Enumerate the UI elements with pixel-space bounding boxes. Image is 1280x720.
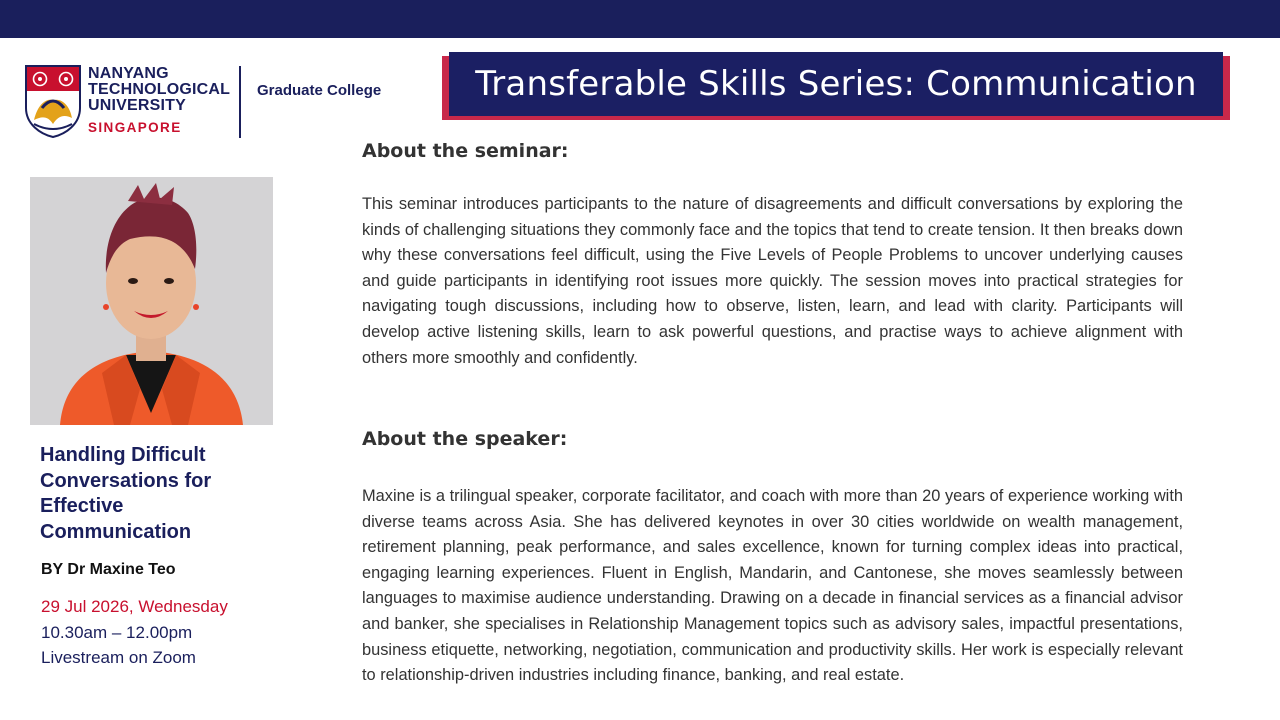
event-venue: Livestream on Zoom — [41, 648, 196, 667]
event-title-line: Communication — [40, 520, 192, 543]
speaker-portrait-icon — [30, 177, 273, 425]
top-bar — [0, 0, 1280, 38]
event-title — [40, 443, 280, 545]
university-crest-icon — [24, 64, 82, 138]
seminar-heading: About the seminar: — [362, 140, 569, 162]
ntu-logo — [24, 64, 404, 140]
title-banner — [449, 52, 1223, 116]
speaker-name: BY Dr Maxine Teo — [41, 561, 176, 578]
university-name — [88, 66, 230, 114]
seminar-description: This seminar introduces participants to the nature of disagreements and difficult conversations by exploring the kinds of challenging situations they commonly face and the topics that tend to create tension. It then breaks down why these conversations feel difficult, using the Five Levels of People Problems to uncover underlying causes and guide participants in identifying root issues more quickly. The session moves into practical strategies for navigating tough discussions, including how to observe, listen, learn, and lead with clarity. Participants will develop active listening skills, learn to ask powerful questions, and practise ways to achieve alignment with others more smoothly and confidently. — [362, 195, 1183, 367]
event-title-line: Effective — [40, 495, 124, 517]
university-name-line: TECHNOLOGICAL — [88, 81, 231, 98]
event-date: 29 Jul 2026, Wednesday — [41, 597, 228, 616]
speaker-heading: About the speaker: — [362, 428, 568, 450]
logo-divider — [239, 66, 241, 138]
event-time: 10.30am – 12.00pm — [41, 623, 193, 642]
speaker-bio: Maxine is a trilingual speaker, corporate facilitator, and coach with more than 20 years of experience working with diverse teams across Asia. She has delivered keynotes in over 30 cities worldwide on wealth management, retirement planning, peak performance, and sales excellence, known for turning complex ideas into practical, engaging learning experiences. Fluent in English, Mandarin, and Cantonese, she moves seamlessly between languages to maximise audience understanding. Drawing on a decade in financial services as a financial advisor and banker, she specialises in Relationship Management topics such as advisory sales, impactful presentations, business etiquette, networking, negotiation, communication and productivity skills. Her work is especially relevant to relationship-driven industries including finance, banking, and real estate. — [362, 487, 1183, 685]
banner-title: Transferable Skills Series: Communication — [475, 64, 1197, 104]
university-name-line: NANYANG — [88, 65, 169, 82]
college-name: Graduate College — [257, 82, 382, 99]
speaker-photo — [30, 177, 273, 425]
university-name-line: UNIVERSITY — [88, 97, 187, 114]
event-title-line: Conversations for — [40, 469, 212, 492]
university-country: SINGAPORE — [88, 120, 182, 135]
event-title-line: Handling Difficult — [40, 444, 206, 466]
